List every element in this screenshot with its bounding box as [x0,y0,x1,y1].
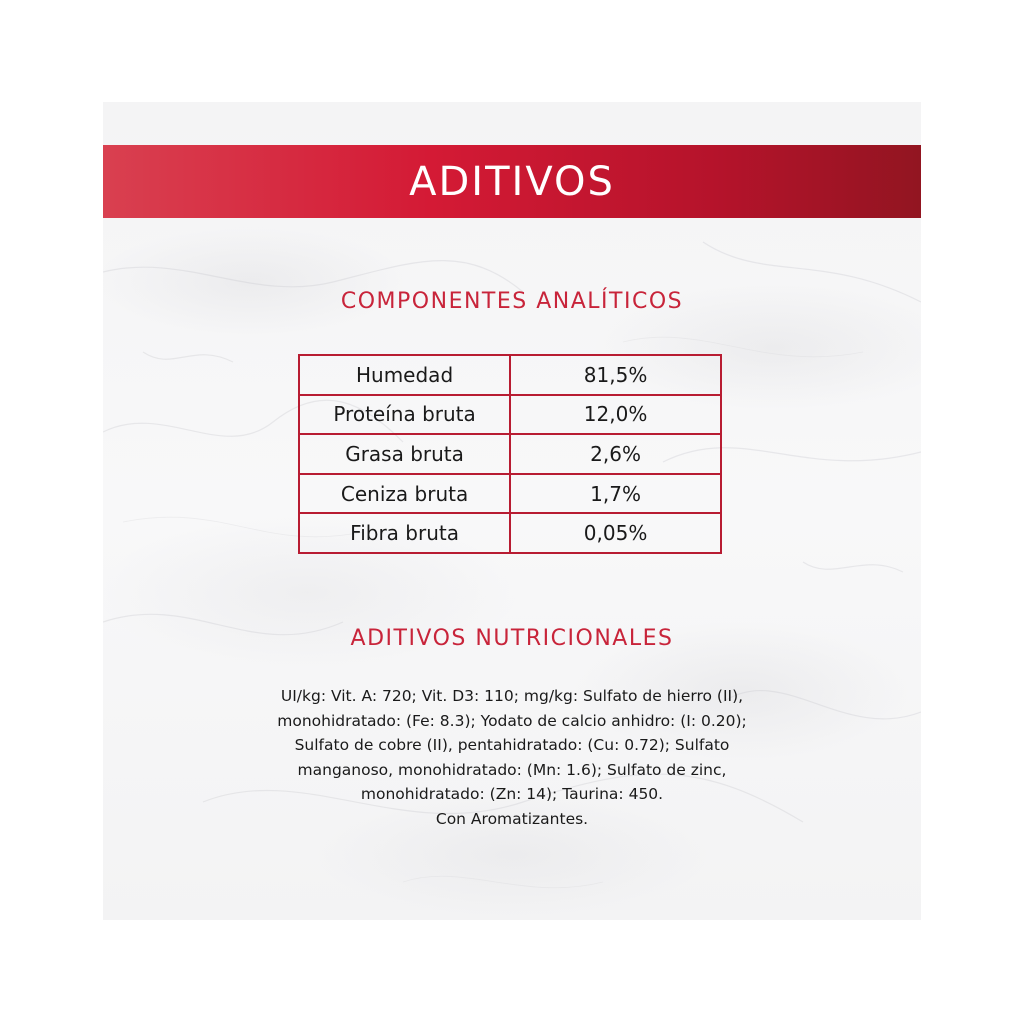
nutritional-heading: ADITIVOS NUTRICIONALES [350,626,674,651]
component-name: Ceniza bruta [299,474,510,514]
nutritional-additives-text [173,684,851,831]
table-row [299,513,721,553]
component-value: 12,0% [510,395,721,435]
table-row [299,474,721,514]
additives-line: monohidratado: (Fe: 8.3); Yodato de calcio anhidro: (I: 0.20); [277,711,747,730]
table-row [299,434,721,474]
component-name: Fibra bruta [299,513,510,553]
title-banner [103,145,921,218]
component-value: 81,5% [510,355,721,395]
table-row [299,395,721,435]
component-name: Humedad [299,355,510,395]
component-name: Proteína bruta [299,395,510,435]
additives-line: Sulfato de cobre (II), pentahidratado: (Cu: 0.72); Sulfato [294,736,730,754]
additives-line: monohidratado: (Zn: 14); Taurina: 450. [360,785,664,803]
analytic-heading: COMPONENTES ANALÍTICOS [340,289,684,314]
additives-line: UI/kg: Vit. A: 720; Vit. D3: 110; mg/kg: Sulfato de hierro (II), [280,687,744,705]
additives-line: manganoso, monohidratado: (Mn: 1.6); Sulfato de zinc, [297,760,727,779]
table-row [299,355,721,395]
banner-title: ADITIVOS [409,158,615,205]
component-value: 1,7% [510,474,721,514]
component-name: Grasa bruta [299,434,510,474]
analytic-table-wrap [298,354,722,554]
marble-panel [103,102,921,920]
component-value: 2,6% [510,434,721,474]
analytic-table [298,354,722,554]
additives-line: Con Aromatizantes. [435,809,589,828]
component-value: 0,05% [510,513,721,553]
